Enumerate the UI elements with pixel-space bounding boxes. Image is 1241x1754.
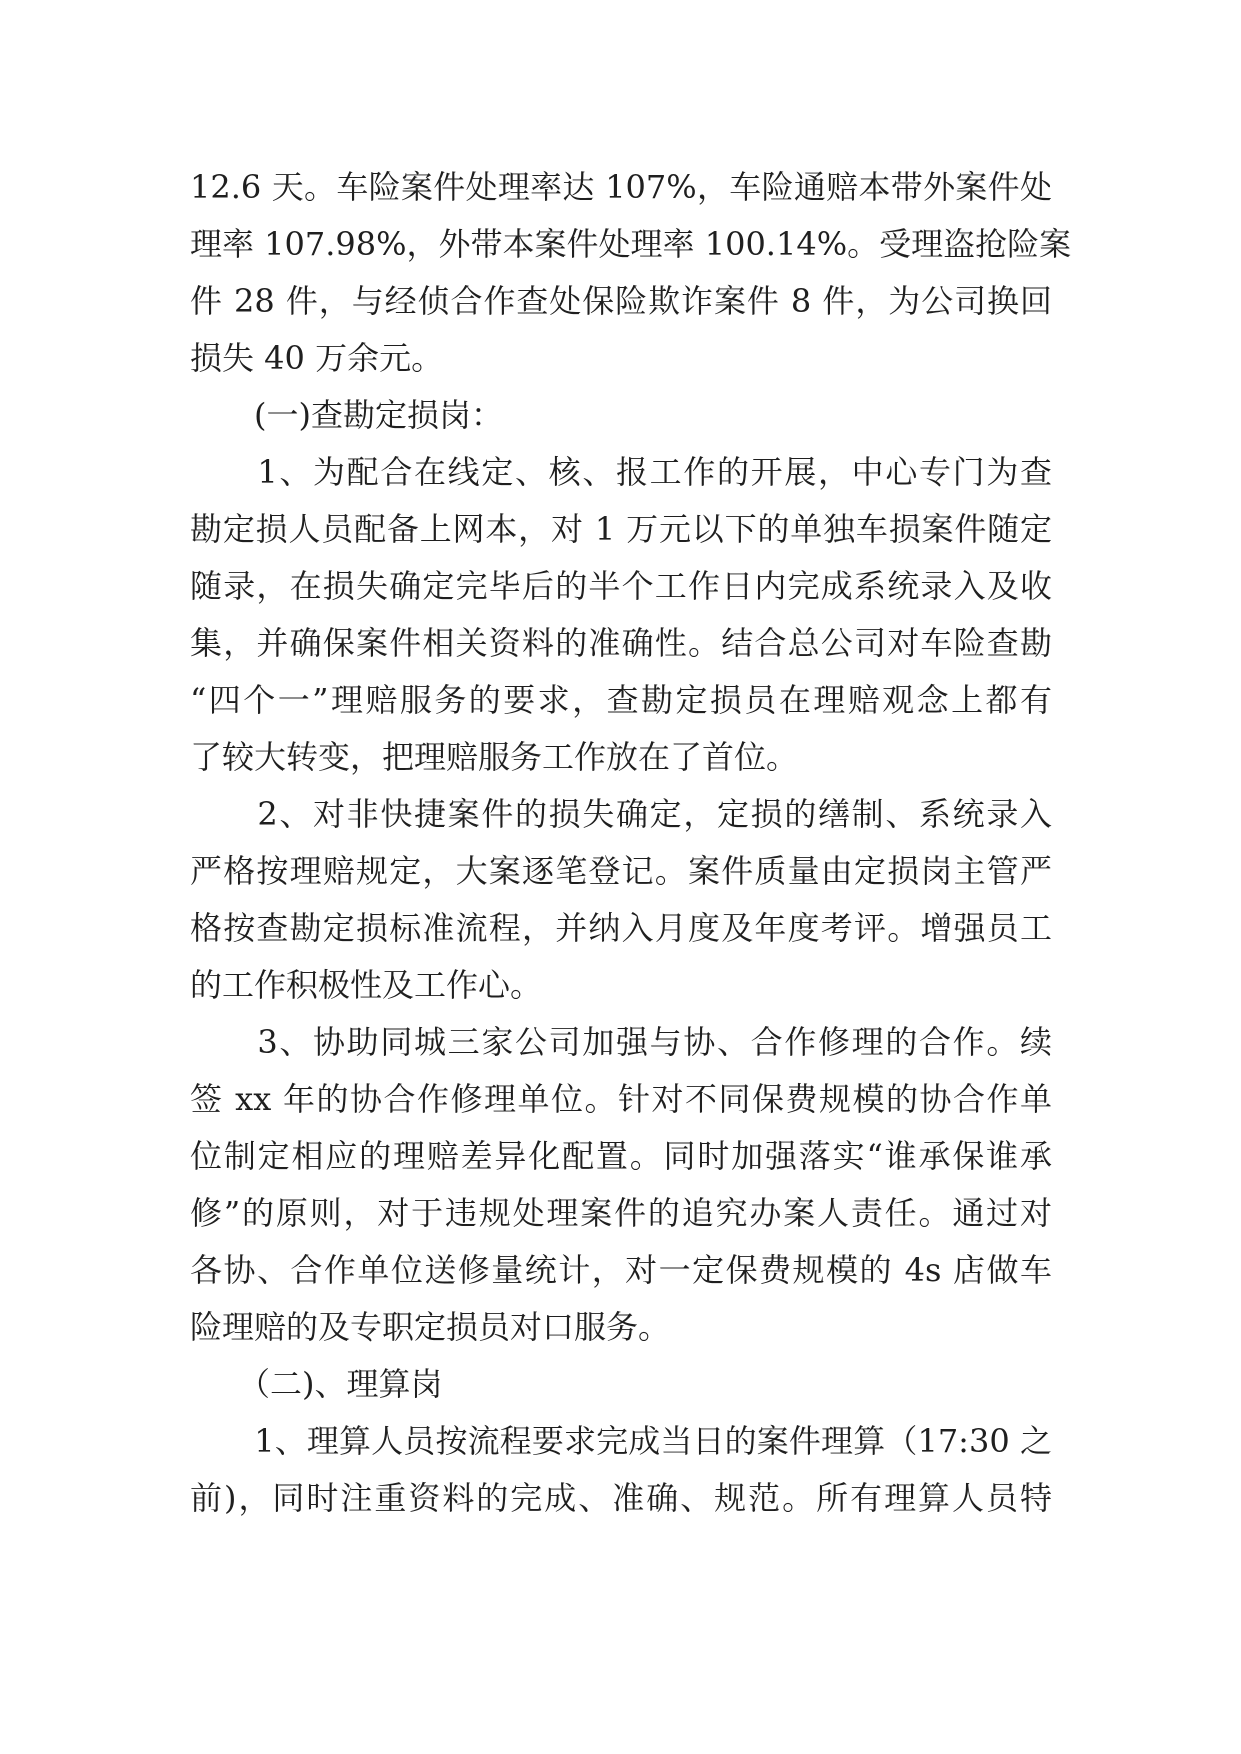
text-line: 严格按理赔规定，大案逐笔登记。案件质量由定损岗主管严: [190, 852, 1052, 890]
text-line: “四个一”理赔服务的要求，查勘定损员在理赔观念上都有: [190, 681, 1052, 719]
text-line: 各协、合作单位送修量统计，对一定保费规模的 4s 店做车: [190, 1251, 1052, 1289]
text-line: 勘定损人员配备上网本，对 1 万元以下的单独车损案件随定: [190, 510, 1052, 548]
section-heading: （二)、理算岗: [190, 1365, 443, 1403]
text-line: 3、协助同城三家公司加强与协、合作修理的合作。续: [190, 1023, 1052, 1061]
text-line: 签 xx 年的协合作修理单位。针对不同保费规模的协合作单: [190, 1080, 1052, 1118]
text-line: 件 28 件，与经侦合作查处保险欺诈案件 8 件，为公司换回: [190, 282, 1052, 320]
text-line: 损失 40 万余元。: [190, 339, 444, 377]
section-heading: (一)查勘定损岗：: [190, 396, 503, 434]
text-line: 1、为配合在线定、核、报工作的开展，中心专门为查: [190, 453, 1052, 491]
text-line: 险理赔的及专职定损员对口服务。: [190, 1308, 671, 1346]
text-line: 的工作积极性及工作心。: [190, 966, 543, 1004]
text-line: 随录，在损失确定完毕后的半个工作日内完成系统录入及收: [190, 567, 1052, 605]
text-line: 12.6 天。车险案件处理率达 107%，车险通赔本带外案件处: [190, 168, 1052, 206]
text-line: 了较大转变，把理赔服务工作放在了首位。: [190, 738, 799, 776]
text-line: 格按查勘定损标准流程，并纳入月度及年度考评。增强员工: [190, 909, 1052, 947]
text-line: 位制定相应的理赔差异化配置。同时加强落实“谁承保谁承: [190, 1137, 1052, 1175]
text-line: 修”的原则，对于违规处理案件的追究办案人责任。通过对: [190, 1194, 1052, 1232]
text-line: 前)，同时注重资料的完成、准确、规范。所有理算人员特: [190, 1479, 1052, 1517]
text-line: 2、对非快捷案件的损失确定，定损的缮制、系统录入: [190, 795, 1052, 833]
text-line: 集，并确保案件相关资料的准确性。结合总公司对车险查勘: [190, 624, 1052, 662]
text-line: 1、理算人员按流程要求完成当日的案件理算（17:30 之: [190, 1422, 1052, 1460]
text-line: 理率 107.98%，外带本案件处理率 100.14%。受理盗抢险案: [190, 225, 1072, 263]
